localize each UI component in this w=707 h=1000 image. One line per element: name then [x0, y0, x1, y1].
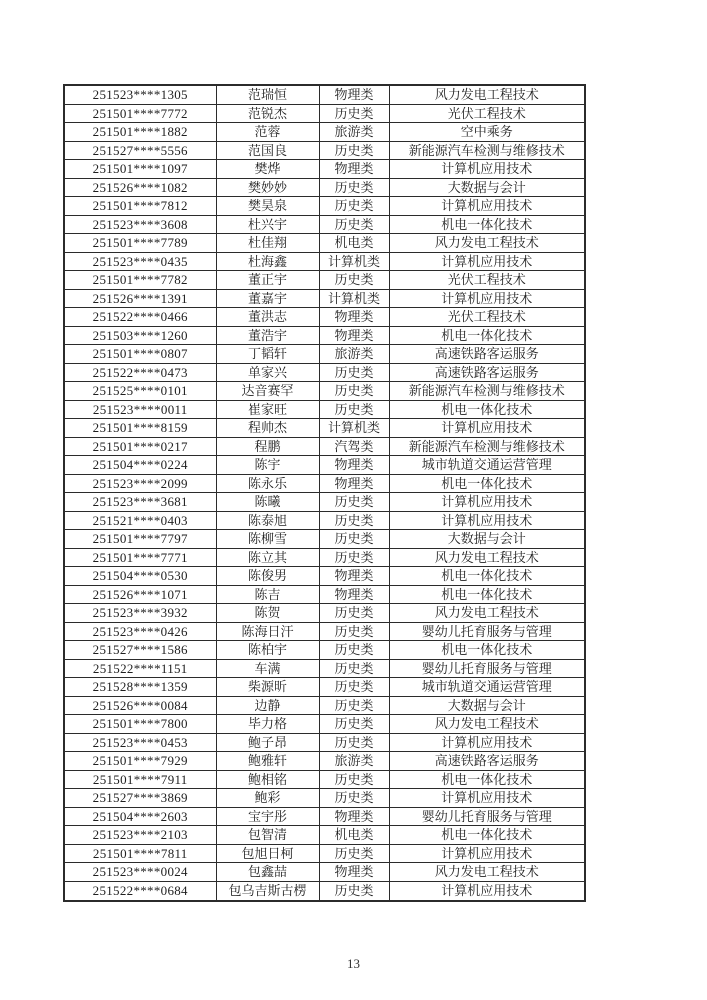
- cell-major: 大数据与会计: [389, 696, 585, 715]
- cell-major: 高速铁路客运服务: [389, 363, 585, 382]
- cell-name: 包乌吉斯古楞: [216, 881, 319, 901]
- table-row: [64, 789, 585, 808]
- cell-id: 251526****1071: [64, 585, 216, 604]
- cell-id: 251501****7789: [64, 234, 216, 253]
- cell-category: 历史类: [319, 363, 389, 382]
- cell-name: 边静: [216, 696, 319, 715]
- cell-category: 历史类: [319, 197, 389, 216]
- cell-id: 251523****2099: [64, 474, 216, 493]
- cell-major: 计算机应用技术: [389, 197, 585, 216]
- cell-id: 251523****0435: [64, 252, 216, 271]
- cell-major: 新能源汽车检测与维修技术: [389, 382, 585, 401]
- cell-major: 机电一体化技术: [389, 585, 585, 604]
- cell-id: 251504****2603: [64, 807, 216, 826]
- table-row: [64, 807, 585, 826]
- cell-id: 251501****7797: [64, 530, 216, 549]
- table-row: [64, 752, 585, 771]
- cell-major: 机电一体化技术: [389, 474, 585, 493]
- cell-id: 251501****7771: [64, 548, 216, 567]
- cell-id: 251501****7800: [64, 715, 216, 734]
- cell-category: 物理类: [319, 567, 389, 586]
- cell-category: 历史类: [319, 622, 389, 641]
- cell-name: 陈宇: [216, 456, 319, 475]
- cell-name: 陈泰旭: [216, 511, 319, 530]
- cell-name: 杜海鑫: [216, 252, 319, 271]
- cell-major: 大数据与会计: [389, 178, 585, 197]
- cell-id: 251523****3608: [64, 215, 216, 234]
- cell-name: 包旭日柯: [216, 844, 319, 863]
- table-row: [64, 419, 585, 438]
- cell-major: 机电一体化技术: [389, 641, 585, 660]
- cell-id: 251522****0684: [64, 881, 216, 901]
- cell-major: 计算机应用技术: [389, 160, 585, 179]
- cell-category: 物理类: [319, 160, 389, 179]
- table-row: [64, 345, 585, 364]
- cell-major: 高速铁路客运服务: [389, 752, 585, 771]
- cell-id: 251501****0807: [64, 345, 216, 364]
- cell-category: 历史类: [319, 400, 389, 419]
- cell-name: 程帅杰: [216, 419, 319, 438]
- cell-id: 251526****1082: [64, 178, 216, 197]
- cell-id: 251501****7811: [64, 844, 216, 863]
- cell-category: 历史类: [319, 641, 389, 660]
- table-row: [64, 585, 585, 604]
- cell-name: 陈俊男: [216, 567, 319, 586]
- table-row: [64, 770, 585, 789]
- cell-name: 单家兴: [216, 363, 319, 382]
- cell-name: 崔家旺: [216, 400, 319, 419]
- cell-major: 机电一体化技术: [389, 215, 585, 234]
- cell-category: 历史类: [319, 382, 389, 401]
- cell-major: 光伏工程技术: [389, 308, 585, 327]
- cell-category: 计算机类: [319, 252, 389, 271]
- cell-name: 范锐杰: [216, 104, 319, 123]
- cell-name: 樊烨: [216, 160, 319, 179]
- cell-id: 251504****0224: [64, 456, 216, 475]
- cell-name: 陈曦: [216, 493, 319, 512]
- table-row: [64, 308, 585, 327]
- cell-id: 251527****3869: [64, 789, 216, 808]
- table-row: [64, 234, 585, 253]
- table-row: [64, 622, 585, 641]
- cell-category: 历史类: [319, 770, 389, 789]
- cell-id: 251526****0084: [64, 696, 216, 715]
- cell-name: 陈柏宇: [216, 641, 319, 660]
- cell-id: 251523****0024: [64, 863, 216, 882]
- cell-id: 251522****1151: [64, 659, 216, 678]
- cell-category: 旅游类: [319, 123, 389, 142]
- cell-name: 宝宇彤: [216, 807, 319, 826]
- cell-category: 物理类: [319, 585, 389, 604]
- cell-id: 251522****0466: [64, 308, 216, 327]
- table-row: [64, 696, 585, 715]
- cell-major: 婴幼儿托育服务与管理: [389, 659, 585, 678]
- cell-category: 历史类: [319, 178, 389, 197]
- table-row: [64, 641, 585, 660]
- cell-major: 空中乘务: [389, 123, 585, 142]
- table-row: [64, 363, 585, 382]
- cell-name: 达音赛罕: [216, 382, 319, 401]
- cell-category: 历史类: [319, 215, 389, 234]
- cell-id: 251503****1260: [64, 326, 216, 345]
- cell-id: 251501****8159: [64, 419, 216, 438]
- cell-category: 物理类: [319, 308, 389, 327]
- cell-category: 物理类: [319, 456, 389, 475]
- table-row: [64, 271, 585, 290]
- cell-major: 计算机应用技术: [389, 511, 585, 530]
- cell-major: 婴幼儿托育服务与管理: [389, 622, 585, 641]
- cell-name: 杜佳翔: [216, 234, 319, 253]
- cell-major: 计算机应用技术: [389, 789, 585, 808]
- table-row: [64, 178, 585, 197]
- table-row: [64, 881, 585, 901]
- cell-category: 机电类: [319, 826, 389, 845]
- table-row: [64, 604, 585, 623]
- cell-major: 城市轨道交通运营管理: [389, 456, 585, 475]
- cell-category: 旅游类: [319, 752, 389, 771]
- cell-major: 高速铁路客运服务: [389, 345, 585, 364]
- cell-major: 计算机应用技术: [389, 289, 585, 308]
- cell-category: 历史类: [319, 881, 389, 901]
- table-row: [64, 659, 585, 678]
- cell-major: 风力发电工程技术: [389, 604, 585, 623]
- cell-id: 251523****0011: [64, 400, 216, 419]
- cell-name: 陈吉: [216, 585, 319, 604]
- cell-id: 251523****1305: [64, 85, 216, 104]
- cell-category: 物理类: [319, 326, 389, 345]
- cell-name: 柴源昕: [216, 678, 319, 697]
- table-row: [64, 567, 585, 586]
- table-row: [64, 252, 585, 271]
- cell-id: 251528****1359: [64, 678, 216, 697]
- cell-category: 旅游类: [319, 345, 389, 364]
- table-row: [64, 493, 585, 512]
- cell-id: 251501****1882: [64, 123, 216, 142]
- table-row: [64, 863, 585, 882]
- cell-name: 范瑞恒: [216, 85, 319, 104]
- table-row: [64, 382, 585, 401]
- cell-major: 机电一体化技术: [389, 826, 585, 845]
- table-row: [64, 548, 585, 567]
- table-row: [64, 826, 585, 845]
- cell-name: 陈柳雪: [216, 530, 319, 549]
- cell-major: 大数据与会计: [389, 530, 585, 549]
- table-row: [64, 530, 585, 549]
- cell-category: 历史类: [319, 678, 389, 697]
- table-row: [64, 197, 585, 216]
- cell-name: 鲍相铭: [216, 770, 319, 789]
- cell-major: 新能源汽车检测与维修技术: [389, 437, 585, 456]
- cell-name: 董洪志: [216, 308, 319, 327]
- cell-id: 251501****7911: [64, 770, 216, 789]
- table-row: [64, 215, 585, 234]
- cell-id: 251521****0403: [64, 511, 216, 530]
- cell-name: 车满: [216, 659, 319, 678]
- cell-major: 计算机应用技术: [389, 844, 585, 863]
- table-row: [64, 511, 585, 530]
- cell-id: 251501****7929: [64, 752, 216, 771]
- cell-category: 历史类: [319, 493, 389, 512]
- cell-category: 计算机类: [319, 289, 389, 308]
- table-row: [64, 456, 585, 475]
- cell-name: 范蓉: [216, 123, 319, 142]
- cell-id: 251522****0473: [64, 363, 216, 382]
- cell-id: 251527****1586: [64, 641, 216, 660]
- cell-category: 历史类: [319, 659, 389, 678]
- cell-id: 251525****0101: [64, 382, 216, 401]
- cell-name: 董浩宇: [216, 326, 319, 345]
- cell-major: 光伏工程技术: [389, 271, 585, 290]
- table-row: [64, 123, 585, 142]
- cell-major: 机电一体化技术: [389, 770, 585, 789]
- cell-category: 机电类: [319, 234, 389, 253]
- cell-major: 计算机应用技术: [389, 733, 585, 752]
- cell-name: 鲍雅轩: [216, 752, 319, 771]
- cell-major: 风力发电工程技术: [389, 548, 585, 567]
- cell-category: 物理类: [319, 474, 389, 493]
- cell-major: 婴幼儿托育服务与管理: [389, 807, 585, 826]
- table-row: [64, 289, 585, 308]
- table-row: [64, 400, 585, 419]
- cell-name: 樊妙妙: [216, 178, 319, 197]
- cell-name: 樊昊泉: [216, 197, 319, 216]
- cell-id: 251523****0426: [64, 622, 216, 641]
- table-row: [64, 715, 585, 734]
- cell-major: 计算机应用技术: [389, 252, 585, 271]
- cell-category: 历史类: [319, 604, 389, 623]
- table-row: [64, 104, 585, 123]
- cell-category: 历史类: [319, 530, 389, 549]
- cell-id: 251523****2103: [64, 826, 216, 845]
- cell-name: 董正宇: [216, 271, 319, 290]
- cell-major: 城市轨道交通运营管理: [389, 678, 585, 697]
- table-row: [64, 733, 585, 752]
- cell-name: 陈海日汗: [216, 622, 319, 641]
- table-row: [64, 437, 585, 456]
- cell-id: 251501****7812: [64, 197, 216, 216]
- cell-major: 风力发电工程技术: [389, 85, 585, 104]
- cell-name: 鲍子昂: [216, 733, 319, 752]
- cell-category: 物理类: [319, 85, 389, 104]
- cell-category: 历史类: [319, 141, 389, 160]
- cell-category: 历史类: [319, 271, 389, 290]
- cell-id: 251526****1391: [64, 289, 216, 308]
- cell-category: 物理类: [319, 807, 389, 826]
- cell-major: 机电一体化技术: [389, 567, 585, 586]
- cell-id: 251523****0453: [64, 733, 216, 752]
- cell-name: 程鹏: [216, 437, 319, 456]
- cell-category: 历史类: [319, 696, 389, 715]
- cell-category: 历史类: [319, 104, 389, 123]
- cell-category: 物理类: [319, 863, 389, 882]
- cell-id: 251523****3681: [64, 493, 216, 512]
- table-row: [64, 474, 585, 493]
- table-body: [64, 85, 585, 901]
- cell-category: 历史类: [319, 733, 389, 752]
- cell-id: 251501****7782: [64, 271, 216, 290]
- cell-name: 陈永乐: [216, 474, 319, 493]
- cell-major: 光伏工程技术: [389, 104, 585, 123]
- cell-major: 风力发电工程技术: [389, 715, 585, 734]
- table-row: [64, 141, 585, 160]
- cell-name: 陈贺: [216, 604, 319, 623]
- admissions-roster-table: [63, 84, 586, 902]
- cell-name: 包智清: [216, 826, 319, 845]
- cell-category: 历史类: [319, 715, 389, 734]
- cell-id: 251523****3932: [64, 604, 216, 623]
- cell-major: 风力发电工程技术: [389, 234, 585, 253]
- cell-category: 历史类: [319, 511, 389, 530]
- cell-category: 汽驾类: [319, 437, 389, 456]
- cell-name: 包鑫喆: [216, 863, 319, 882]
- cell-name: 杜兴宇: [216, 215, 319, 234]
- cell-major: 风力发电工程技术: [389, 863, 585, 882]
- cell-name: 董嘉宇: [216, 289, 319, 308]
- cell-id: 251501****1097: [64, 160, 216, 179]
- cell-major: 机电一体化技术: [389, 326, 585, 345]
- cell-major: 计算机应用技术: [389, 881, 585, 901]
- page-number: 13: [347, 956, 360, 971]
- table-row: [64, 326, 585, 345]
- cell-name: 陈立其: [216, 548, 319, 567]
- cell-id: 251504****0530: [64, 567, 216, 586]
- cell-name: 毕力格: [216, 715, 319, 734]
- table-row: [64, 85, 585, 104]
- table-row: [64, 844, 585, 863]
- table-row: [64, 160, 585, 179]
- cell-major: 机电一体化技术: [389, 400, 585, 419]
- cell-name: 鲍彩: [216, 789, 319, 808]
- cell-category: 历史类: [319, 789, 389, 808]
- cell-category: 历史类: [319, 844, 389, 863]
- cell-category: 计算机类: [319, 419, 389, 438]
- cell-major: 计算机应用技术: [389, 419, 585, 438]
- cell-id: 251501****7772: [64, 104, 216, 123]
- cell-major: 计算机应用技术: [389, 493, 585, 512]
- cell-name: 丁韬轩: [216, 345, 319, 364]
- cell-major: 新能源汽车检测与维修技术: [389, 141, 585, 160]
- cell-id: 251501****0217: [64, 437, 216, 456]
- table-row: [64, 678, 585, 697]
- cell-id: 251527****5556: [64, 141, 216, 160]
- cell-name: 范国良: [216, 141, 319, 160]
- cell-category: 历史类: [319, 548, 389, 567]
